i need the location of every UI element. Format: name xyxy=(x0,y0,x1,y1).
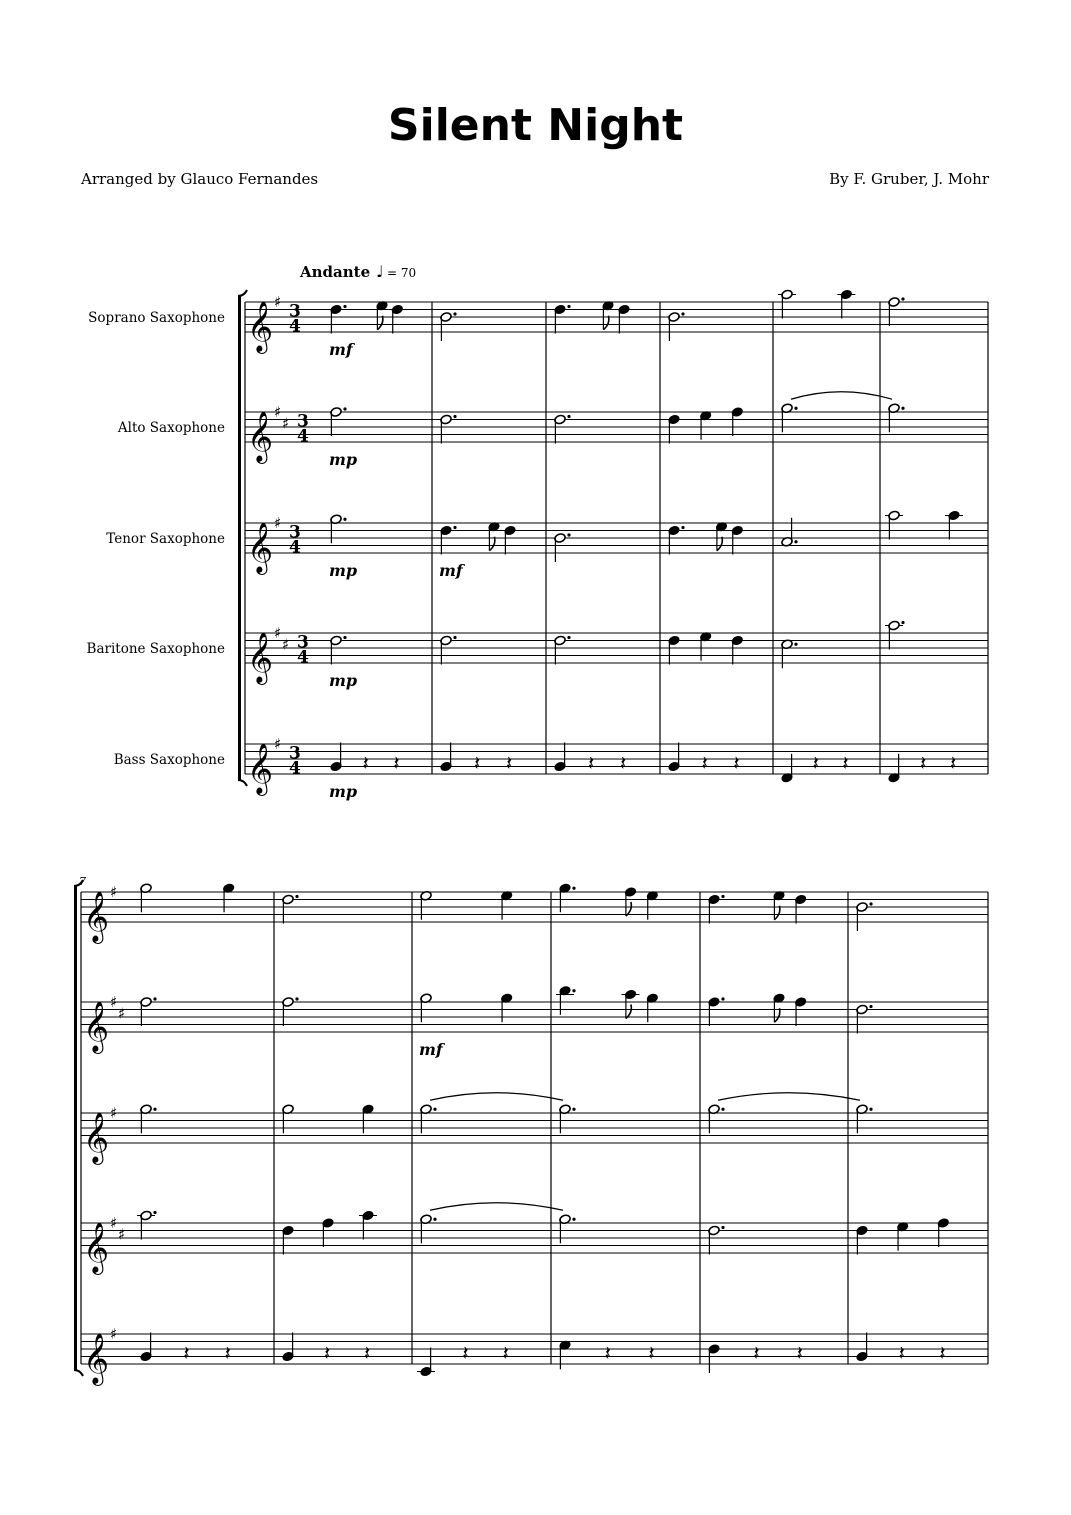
measure xyxy=(137,1210,157,1239)
quarter-rest: 𝄽 xyxy=(324,1340,331,1365)
quarter-rest: 𝄽 xyxy=(648,1340,655,1365)
measure xyxy=(417,1341,509,1377)
tie xyxy=(718,1093,860,1101)
bracket-hook xyxy=(238,780,247,786)
note-dot xyxy=(567,305,570,308)
measure xyxy=(559,1340,655,1369)
system-bracket xyxy=(74,886,77,1370)
key-signature-sharp: ♯ xyxy=(274,624,282,642)
arranger-credit: Arranged by Glauco Fernandes xyxy=(81,170,319,188)
note-dot xyxy=(343,636,346,639)
instrument-name: Baritone Saxophone xyxy=(86,641,225,657)
instrument-name: Soprano Saxophone xyxy=(88,310,225,326)
quarter-rest: 𝄽 xyxy=(506,750,513,775)
note-dot xyxy=(295,895,298,898)
tie xyxy=(430,1203,563,1211)
time-signature-top: 3 xyxy=(297,411,309,432)
measure xyxy=(559,1104,576,1133)
measure xyxy=(440,414,457,443)
measure xyxy=(140,883,235,912)
treble-clef-icon: 𝄞 xyxy=(247,743,274,794)
treble-clef-icon: 𝄞 xyxy=(247,301,274,352)
note-dot xyxy=(343,518,346,521)
key-signature-sharp: ♯ xyxy=(274,514,282,532)
composer-credit: By F. Gruber, J. Mohr xyxy=(829,170,989,188)
measure xyxy=(668,312,685,341)
tempo-bpm: = 70 xyxy=(387,266,417,280)
system xyxy=(87,262,988,801)
measure xyxy=(885,510,963,539)
note-dot xyxy=(453,636,456,639)
quarter-rest: 𝄽 xyxy=(224,1340,231,1365)
measure xyxy=(554,533,571,562)
key-signature-sharp: ♯ xyxy=(274,735,282,753)
tie xyxy=(791,392,892,400)
staff-alto-saxophone xyxy=(81,993,988,1054)
time-signature-bottom: 4 xyxy=(297,647,309,668)
key-signature-sharp: ♯ xyxy=(274,293,282,311)
key-signature-sharp: ♯ xyxy=(118,1225,126,1244)
note-dot xyxy=(794,643,797,646)
time-signature-bottom: 4 xyxy=(297,426,309,447)
treble-clef-icon: 𝄞 xyxy=(247,632,274,683)
measure xyxy=(140,1104,157,1133)
measure xyxy=(440,312,457,341)
tempo-marking: Andante xyxy=(300,263,371,281)
note-dot xyxy=(794,407,797,410)
note-flag xyxy=(626,1005,631,1019)
dynamic-marking: mf xyxy=(419,1040,443,1059)
note-dot xyxy=(453,312,456,315)
note-dot xyxy=(153,1108,156,1111)
staff-tenor-saxophone xyxy=(81,1104,988,1165)
quarter-rest: 𝄽 xyxy=(393,750,400,775)
note-dot xyxy=(567,415,570,418)
treble-clef-icon: 𝄞 xyxy=(83,1222,110,1273)
dynamic-marking: mp xyxy=(329,671,358,690)
note-flag xyxy=(626,902,631,916)
time-signature-top: 3 xyxy=(289,743,301,764)
staff-bass-saxophone xyxy=(81,1325,988,1386)
measure xyxy=(888,297,905,326)
staff-soprano-saxophone xyxy=(81,883,988,944)
measure xyxy=(885,620,905,649)
time-signature-top: 3 xyxy=(289,522,301,543)
bracket-hook xyxy=(74,1370,83,1376)
quarter-rest: 𝄽 xyxy=(701,750,708,775)
staff-alto-saxophone xyxy=(117,403,988,464)
staff-baritone-saxophone xyxy=(87,624,988,685)
key-signature-sharp: ♯ xyxy=(274,403,282,421)
note-dot xyxy=(901,407,904,410)
note-dot xyxy=(153,997,156,1000)
quarter-rest: 𝄽 xyxy=(950,750,957,775)
quarter-rest: 𝄽 xyxy=(812,750,819,775)
treble-clef-icon: 𝄞 xyxy=(83,1112,110,1163)
instrument-name: Bass Saxophone xyxy=(113,752,225,768)
measure xyxy=(420,890,513,919)
note-dot xyxy=(343,305,346,308)
note-dot xyxy=(295,997,298,1000)
treble-clef-icon: 𝄞 xyxy=(83,891,110,942)
quarter-rest: 𝄽 xyxy=(920,750,927,775)
key-signature-sharp: ♯ xyxy=(110,883,118,901)
key-signature-sharp: ♯ xyxy=(110,1325,118,1343)
note-dot xyxy=(721,1108,724,1111)
staff-baritone-saxophone xyxy=(81,1214,988,1275)
measure xyxy=(708,1225,725,1254)
quarter-rest: 𝄽 xyxy=(620,750,627,775)
measure xyxy=(282,1104,374,1133)
note-dot xyxy=(433,1108,436,1111)
measure-number: 7 xyxy=(79,875,86,888)
time-signature-bottom: 4 xyxy=(289,316,301,337)
key-signature-sharp: ♯ xyxy=(282,414,290,433)
key-signature-sharp: ♯ xyxy=(118,1004,126,1023)
measure xyxy=(140,997,157,1026)
tempo-note-icon: ♩ xyxy=(376,262,384,281)
measure xyxy=(329,407,357,469)
treble-clef-icon: 𝄞 xyxy=(247,411,274,462)
note-dot xyxy=(453,526,456,529)
quarter-rest: 𝄽 xyxy=(502,1340,509,1365)
quarter-rest: 𝄽 xyxy=(939,1340,946,1365)
note-dot xyxy=(572,1218,575,1221)
quarter-rest: 𝄽 xyxy=(364,1340,371,1365)
note-flag xyxy=(774,906,779,920)
note-flag xyxy=(774,1008,779,1022)
note-flag xyxy=(717,537,722,551)
dynamic-marking: mp xyxy=(329,561,358,580)
measure xyxy=(781,518,798,547)
measure xyxy=(856,902,873,931)
note-dot xyxy=(433,1218,436,1221)
quarter-rest: 𝄽 xyxy=(588,750,595,775)
note-flag xyxy=(603,316,608,330)
measure xyxy=(778,289,855,318)
system-bracket xyxy=(238,296,241,780)
measure xyxy=(419,993,513,1059)
treble-clef-icon: 𝄞 xyxy=(247,522,274,573)
note-dot xyxy=(567,636,570,639)
time-signature-bottom: 4 xyxy=(289,537,301,558)
measure xyxy=(329,514,357,580)
note-dot xyxy=(572,989,575,992)
dynamic-marking: mf xyxy=(439,561,463,580)
note-flag xyxy=(489,537,494,551)
measure xyxy=(856,1104,873,1133)
note-dot xyxy=(572,887,575,890)
measure xyxy=(554,414,571,443)
staff-soprano-saxophone xyxy=(88,293,988,354)
quarter-rest: 𝄽 xyxy=(898,1340,905,1365)
note-dot xyxy=(869,1108,872,1111)
instrument-name: Tenor Saxophone xyxy=(106,531,225,547)
note-dot xyxy=(869,1005,872,1008)
note-dot xyxy=(901,621,904,624)
note-dot xyxy=(794,540,797,543)
note-dot xyxy=(721,895,724,898)
dynamic-marking: mp xyxy=(329,450,358,469)
measure xyxy=(282,894,299,923)
bracket-hook xyxy=(238,290,247,296)
quarter-rest: 𝄽 xyxy=(842,750,849,775)
note-dot xyxy=(721,997,724,1000)
key-signature-sharp: ♯ xyxy=(282,635,290,654)
note-dot xyxy=(869,902,872,905)
tie xyxy=(430,1093,563,1101)
quarter-rest: 𝄽 xyxy=(474,750,481,775)
note-dot xyxy=(572,1108,575,1111)
quarter-rest: 𝄽 xyxy=(604,1340,611,1365)
quarter-rest: 𝄽 xyxy=(733,750,740,775)
note-dot xyxy=(681,312,684,315)
treble-clef-icon: 𝄞 xyxy=(83,1333,110,1384)
treble-clef-icon: 𝄞 xyxy=(83,1001,110,1052)
measure xyxy=(554,635,571,664)
note-dot xyxy=(453,415,456,418)
measure xyxy=(888,403,905,432)
instrument-name: Alto Saxophone xyxy=(117,420,225,436)
dynamic-marking: mf xyxy=(329,340,353,359)
time-signature-bottom: 4 xyxy=(289,758,301,779)
measure xyxy=(282,1210,377,1254)
note-dot xyxy=(901,297,904,300)
key-signature-sharp: ♯ xyxy=(110,1104,118,1122)
note-dot xyxy=(681,526,684,529)
note-dot xyxy=(343,407,346,410)
quarter-rest: 𝄽 xyxy=(362,750,369,775)
time-signature-top: 3 xyxy=(289,301,301,322)
quarter-rest: 𝄽 xyxy=(183,1340,190,1365)
measure xyxy=(856,1004,873,1033)
page-title: Silent Night xyxy=(387,100,684,151)
system xyxy=(74,875,988,1386)
note-dot xyxy=(153,1211,156,1214)
note-flag xyxy=(377,316,382,330)
measure xyxy=(282,997,299,1026)
quarter-rest: 𝄽 xyxy=(753,1340,760,1365)
quarter-rest: 𝄽 xyxy=(796,1340,803,1365)
quarter-rest: 𝄽 xyxy=(462,1340,469,1365)
note-dot xyxy=(721,1226,724,1229)
measure xyxy=(781,639,798,668)
measure xyxy=(440,635,457,664)
time-signature-top: 3 xyxy=(297,632,309,653)
key-signature-sharp: ♯ xyxy=(110,993,118,1011)
note-dot xyxy=(567,533,570,536)
measure xyxy=(559,1214,576,1243)
key-signature-sharp: ♯ xyxy=(110,1214,118,1232)
dynamic-marking: mp xyxy=(329,782,358,801)
